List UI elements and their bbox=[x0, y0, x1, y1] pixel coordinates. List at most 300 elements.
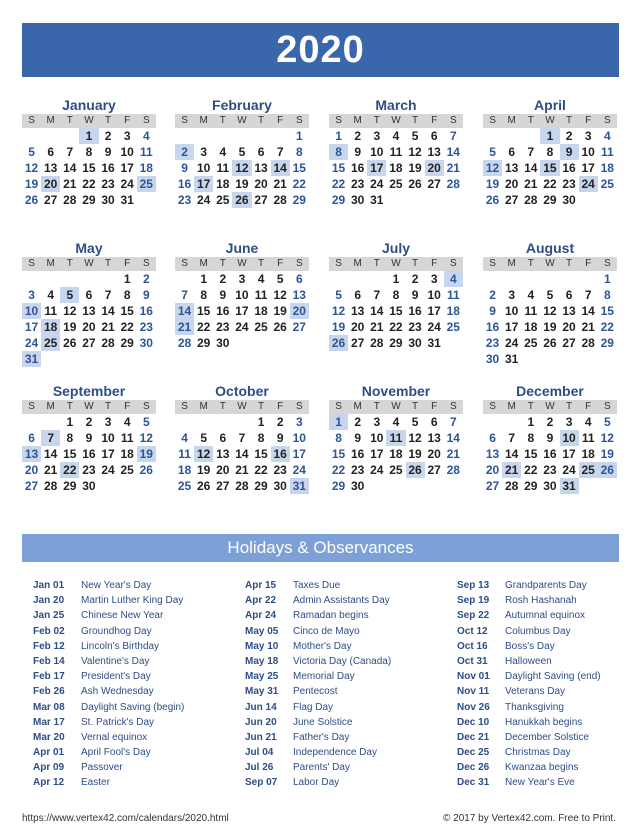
holiday-name: Admin Assistants Day bbox=[293, 595, 390, 607]
day-cell: 10 bbox=[427, 288, 441, 302]
day-cell: 22 bbox=[254, 463, 268, 477]
day-cell: 8 bbox=[123, 288, 131, 302]
holiday-name: Rosh Hashanah bbox=[505, 595, 577, 607]
day-cell: 24 bbox=[505, 336, 519, 350]
holiday-date: Nov 11 bbox=[457, 686, 490, 698]
holiday-row bbox=[33, 593, 223, 608]
day-cell: 19 bbox=[197, 463, 211, 477]
day-cell: 2 bbox=[276, 415, 284, 429]
day-cell: 20 bbox=[505, 177, 519, 191]
day-cell: 21 bbox=[101, 320, 115, 334]
day-cell: 23 bbox=[351, 177, 365, 191]
weekday-label: S bbox=[449, 401, 457, 412]
day-cell: 11 bbox=[581, 431, 595, 445]
day-cell: 6 bbox=[565, 288, 573, 302]
holiday-day-cell: 26 bbox=[232, 192, 251, 208]
day-cell: 4 bbox=[527, 288, 535, 302]
day-cell: 18 bbox=[120, 447, 134, 461]
holiday-name: Valentine's Day bbox=[81, 655, 150, 667]
holiday-row bbox=[245, 624, 435, 639]
month-name: January bbox=[62, 97, 116, 113]
day-cell: 20 bbox=[427, 447, 441, 461]
day-cell: 12 bbox=[543, 304, 557, 318]
day-cell: 19 bbox=[63, 320, 77, 334]
holiday-name: April Fool's Day bbox=[81, 747, 151, 759]
holiday-date: Dec 31 bbox=[457, 777, 490, 789]
holiday-day-cell: 19 bbox=[137, 446, 156, 462]
day-cell: 9 bbox=[489, 304, 496, 318]
day-cell: 1 bbox=[66, 415, 74, 429]
footer-copyright: © 2017 by Vertex42.com. Free to Print. bbox=[442, 813, 616, 824]
day-cell: 18 bbox=[581, 447, 595, 461]
weekday-label: S bbox=[295, 115, 303, 126]
holiday-date: Dec 21 bbox=[457, 731, 490, 743]
day-cell: 30 bbox=[351, 479, 365, 493]
day-cell: 22 bbox=[292, 177, 306, 191]
day-cell: 7 bbox=[373, 288, 381, 302]
holiday-name: Taxes Due bbox=[293, 580, 341, 591]
holiday-row bbox=[457, 775, 640, 790]
day-cell: 11 bbox=[524, 304, 538, 318]
day-cell: 14 bbox=[370, 304, 384, 318]
holiday-name: Autumnal equinox bbox=[505, 610, 586, 622]
day-cell: 2 bbox=[142, 272, 150, 286]
day-cell: 7 bbox=[508, 431, 516, 445]
holiday-date: Dec 10 bbox=[457, 716, 490, 728]
weekday-label: M bbox=[507, 115, 516, 126]
day-cell: 18 bbox=[389, 161, 403, 175]
holiday-row bbox=[457, 624, 640, 639]
day-cell: 14 bbox=[63, 161, 77, 175]
weekday-label: T bbox=[527, 115, 534, 126]
day-cell: 28 bbox=[101, 336, 115, 350]
holiday-date: Dec 26 bbox=[457, 762, 490, 774]
day-cell: 28 bbox=[235, 479, 249, 493]
weekday-label: F bbox=[124, 115, 131, 126]
day-cell: 19 bbox=[408, 161, 422, 175]
day-cell: 14 bbox=[581, 304, 595, 318]
weekday-label: T bbox=[527, 258, 534, 269]
holiday-name: Kwanzaa begins bbox=[505, 762, 579, 774]
day-cell: 29 bbox=[331, 193, 346, 207]
holiday-row bbox=[457, 639, 640, 654]
day-cell: 22 bbox=[331, 177, 346, 191]
day-cell: 11 bbox=[120, 431, 134, 445]
holiday-name: Mother's Day bbox=[293, 640, 352, 652]
holiday-name: Veterans Day bbox=[505, 686, 566, 698]
holiday-name: Martin Luther King Day bbox=[81, 595, 184, 607]
holiday-date: Feb 12 bbox=[33, 640, 65, 652]
holiday-name: Hanukkah begins bbox=[505, 716, 583, 728]
day-cell: 24 bbox=[292, 463, 306, 477]
holiday-date: Feb 26 bbox=[33, 686, 65, 698]
weekday-label: W bbox=[237, 115, 247, 126]
day-cell: 20 bbox=[485, 463, 500, 477]
holiday-date: Jun 21 bbox=[245, 731, 277, 743]
day-cell: 15 bbox=[254, 447, 268, 461]
day-cell: 3 bbox=[28, 288, 35, 302]
weekday-label: S bbox=[489, 258, 496, 269]
weekday-label: T bbox=[373, 258, 380, 269]
day-cell: 24 bbox=[562, 463, 576, 477]
day-cell: 30 bbox=[408, 336, 422, 350]
day-cell: 11 bbox=[389, 145, 403, 159]
year-title: 2020 bbox=[22, 23, 619, 77]
day-cell: 4 bbox=[181, 431, 188, 445]
month-name: September bbox=[52, 383, 126, 399]
weekday-label: F bbox=[277, 258, 284, 269]
day-cell: 28 bbox=[505, 479, 519, 493]
day-cell: 15 bbox=[389, 304, 403, 318]
day-cell: 18 bbox=[216, 177, 230, 191]
holiday-column bbox=[457, 578, 640, 791]
day-cell: 10 bbox=[505, 304, 519, 318]
weekday-label: S bbox=[28, 258, 35, 269]
holiday-day-cell: 14 bbox=[271, 160, 290, 176]
holiday-row bbox=[33, 654, 223, 669]
day-cell: 8 bbox=[85, 145, 93, 159]
day-cell: 6 bbox=[257, 145, 265, 159]
holiday-date: May 05 bbox=[245, 625, 279, 637]
weekday-label: S bbox=[489, 115, 496, 126]
holiday-name: Labor Day bbox=[293, 777, 340, 789]
day-cell: 6 bbox=[295, 272, 303, 286]
holiday-name: December Solstice bbox=[505, 731, 589, 743]
day-cell: 16 bbox=[82, 447, 96, 461]
day-cell: 13 bbox=[216, 447, 230, 461]
weekday-label: W bbox=[84, 401, 94, 412]
holiday-row bbox=[245, 715, 435, 730]
holidays-heading: Holidays & Observances bbox=[22, 534, 619, 562]
day-cell: 7 bbox=[449, 415, 457, 429]
day-cell: 21 bbox=[581, 320, 595, 334]
day-cell: 28 bbox=[446, 463, 460, 477]
day-cell: 19 bbox=[235, 177, 249, 191]
day-cell: 22 bbox=[120, 320, 134, 334]
day-cell: 6 bbox=[508, 145, 516, 159]
day-cell: 23 bbox=[562, 177, 576, 191]
holiday-row bbox=[33, 745, 223, 760]
day-cell: 12 bbox=[331, 304, 346, 318]
day-cell: 29 bbox=[543, 193, 557, 207]
weekday-label: F bbox=[431, 115, 438, 126]
day-cell: 29 bbox=[82, 193, 96, 207]
day-cell: 28 bbox=[273, 193, 287, 207]
day-cell: 21 bbox=[235, 463, 249, 477]
holiday-day-cell: 1 bbox=[329, 414, 348, 430]
holiday-row bbox=[457, 608, 640, 623]
holiday-row bbox=[245, 730, 435, 745]
day-cell: 26 bbox=[273, 320, 287, 334]
day-cell: 25 bbox=[254, 320, 268, 334]
day-cell: 31 bbox=[505, 352, 519, 366]
day-cell: 3 bbox=[373, 129, 381, 143]
day-cell: 17 bbox=[581, 161, 595, 175]
day-cell: 27 bbox=[254, 193, 268, 207]
day-cell: 4 bbox=[142, 129, 150, 143]
day-cell: 27 bbox=[44, 193, 58, 207]
day-cell: 15 bbox=[331, 447, 346, 461]
day-cell: 27 bbox=[351, 336, 365, 350]
day-cell: 3 bbox=[295, 415, 303, 429]
weekday-label: T bbox=[258, 115, 265, 126]
day-cell: 27 bbox=[82, 336, 96, 350]
footer-url[interactable]: https://www.vertex42.com/calendars/2020.html bbox=[22, 813, 229, 824]
day-cell: 28 bbox=[44, 479, 58, 493]
weekday-label: S bbox=[142, 258, 150, 269]
holiday-name: Halloween bbox=[505, 655, 552, 667]
day-cell: 15 bbox=[82, 161, 96, 175]
day-cell: 21 bbox=[524, 177, 538, 191]
day-cell: 3 bbox=[584, 129, 592, 143]
weekday-label: T bbox=[219, 401, 226, 412]
weekday-label: F bbox=[585, 258, 592, 269]
month-name: February bbox=[212, 97, 272, 113]
holiday-name: Independence Day bbox=[293, 747, 377, 759]
day-cell: 6 bbox=[219, 431, 227, 445]
day-cell: 16 bbox=[177, 177, 192, 191]
day-cell: 24 bbox=[120, 177, 134, 191]
day-cell: 27 bbox=[427, 463, 441, 477]
day-cell: 13 bbox=[351, 304, 365, 318]
day-cell: 3 bbox=[104, 415, 112, 429]
holiday-date: Mar 08 bbox=[33, 701, 65, 713]
day-cell: 2 bbox=[411, 272, 419, 286]
day-cell: 3 bbox=[123, 129, 131, 143]
day-cell: 24 bbox=[101, 463, 115, 477]
holiday-name: Ash Wednesday bbox=[81, 686, 154, 698]
weekday-label: M bbox=[353, 401, 362, 412]
day-cell: 6 bbox=[430, 129, 438, 143]
holiday-name: Chinese New Year bbox=[81, 610, 164, 622]
holiday-date: Sep 13 bbox=[457, 580, 490, 591]
holiday-day-cell: 2 bbox=[175, 144, 194, 160]
holiday-day-cell: 15 bbox=[540, 160, 559, 176]
day-cell: 17 bbox=[120, 161, 134, 175]
day-cell: 1 bbox=[257, 415, 265, 429]
weekday-label: T bbox=[66, 258, 73, 269]
day-cell: 17 bbox=[101, 447, 115, 461]
holiday-name: Flag Day bbox=[293, 701, 334, 713]
day-cell: 10 bbox=[370, 145, 384, 159]
day-cell: 14 bbox=[505, 447, 519, 461]
holiday-day-cell: 12 bbox=[232, 160, 251, 176]
day-cell: 1 bbox=[295, 129, 303, 143]
day-cell: 19 bbox=[273, 304, 287, 318]
day-cell: 14 bbox=[44, 447, 58, 461]
day-cell: 8 bbox=[335, 431, 342, 445]
day-cell: 17 bbox=[235, 304, 249, 318]
day-cell: 21 bbox=[370, 320, 384, 334]
day-cell: 25 bbox=[446, 320, 460, 334]
day-cell: 16 bbox=[216, 304, 230, 318]
holiday-date: Mar 20 bbox=[33, 731, 65, 743]
weekday-label: M bbox=[507, 401, 516, 412]
holiday-name: Ramadan begins bbox=[293, 610, 369, 622]
day-cell: 23 bbox=[485, 336, 500, 350]
day-cell: 13 bbox=[505, 161, 519, 175]
day-cell: 12 bbox=[408, 431, 422, 445]
day-cell: 3 bbox=[508, 288, 516, 302]
holiday-date: Feb 02 bbox=[33, 625, 65, 637]
holiday-row bbox=[457, 730, 640, 745]
day-cell: 15 bbox=[63, 447, 77, 461]
weekday-label: S bbox=[335, 401, 342, 412]
holiday-row bbox=[33, 730, 223, 745]
day-cell: 22 bbox=[543, 177, 557, 191]
holiday-name: Easter bbox=[81, 777, 110, 789]
weekday-label: S bbox=[142, 115, 150, 126]
weekday-label: T bbox=[105, 115, 112, 126]
holiday-day-cell: 11 bbox=[386, 430, 405, 446]
holiday-date: Apr 12 bbox=[33, 777, 65, 789]
holiday-name: Daylight Saving (end) bbox=[505, 671, 601, 683]
day-cell: 22 bbox=[600, 320, 614, 334]
holiday-row bbox=[245, 745, 435, 760]
weekday-label: T bbox=[412, 115, 419, 126]
holiday-date: Sep 19 bbox=[457, 595, 490, 607]
day-cell: 30 bbox=[273, 479, 287, 493]
holiday-row bbox=[245, 669, 435, 684]
holiday-date: Apr 01 bbox=[33, 747, 65, 759]
day-cell: 2 bbox=[565, 129, 573, 143]
day-cell: 12 bbox=[139, 431, 153, 445]
day-cell: 16 bbox=[543, 447, 557, 461]
day-cell: 19 bbox=[600, 447, 614, 461]
holiday-column bbox=[245, 578, 435, 791]
holiday-date: Apr 09 bbox=[33, 762, 65, 774]
holiday-day-cell: 20 bbox=[290, 303, 309, 319]
day-cell: 3 bbox=[565, 415, 573, 429]
holiday-date: May 18 bbox=[245, 655, 279, 667]
day-cell: 15 bbox=[292, 161, 306, 175]
holiday-row bbox=[245, 684, 435, 699]
day-cell: 15 bbox=[524, 447, 538, 461]
day-cell: 6 bbox=[430, 415, 438, 429]
weekday-label: S bbox=[295, 258, 303, 269]
day-cell: 1 bbox=[335, 129, 342, 143]
holiday-day-cell: 17 bbox=[194, 176, 213, 192]
weekday-label: S bbox=[603, 115, 611, 126]
weekday-label: S bbox=[335, 115, 342, 126]
day-cell: 17 bbox=[427, 304, 441, 318]
day-cell: 9 bbox=[104, 145, 112, 159]
holiday-row bbox=[33, 700, 223, 715]
day-cell: 30 bbox=[485, 352, 500, 366]
weekday-label: W bbox=[545, 115, 555, 126]
day-cell: 24 bbox=[370, 463, 384, 477]
weekday-label: T bbox=[258, 401, 265, 412]
holiday-day-cell: 31 bbox=[290, 478, 309, 494]
day-cell: 7 bbox=[527, 145, 535, 159]
day-cell: 28 bbox=[63, 193, 77, 207]
day-cell: 10 bbox=[292, 431, 306, 445]
day-cell: 17 bbox=[562, 447, 576, 461]
day-cell: 15 bbox=[197, 304, 211, 318]
holiday-row bbox=[33, 669, 223, 684]
day-cell: 23 bbox=[408, 320, 422, 334]
weekday-label: W bbox=[545, 258, 555, 269]
day-cell: 18 bbox=[254, 304, 268, 318]
weekday-label: M bbox=[46, 258, 55, 269]
day-cell: 20 bbox=[562, 320, 576, 334]
day-cell: 3 bbox=[430, 272, 438, 286]
day-cell: 27 bbox=[216, 479, 230, 493]
day-cell: 27 bbox=[562, 336, 576, 350]
weekday-label: S bbox=[181, 258, 188, 269]
holiday-day-cell: 20 bbox=[425, 160, 444, 176]
day-cell: 25 bbox=[524, 336, 538, 350]
holiday-row bbox=[245, 593, 435, 608]
day-cell: 10 bbox=[581, 145, 595, 159]
holiday-date: Jan 01 bbox=[33, 580, 65, 591]
day-cell: 1 bbox=[200, 272, 208, 286]
day-cell: 22 bbox=[524, 463, 538, 477]
day-cell: 6 bbox=[489, 431, 496, 445]
holiday-row bbox=[33, 639, 223, 654]
day-cell: 12 bbox=[24, 161, 39, 175]
day-cell: 1 bbox=[392, 272, 400, 286]
holiday-day-cell: 26 bbox=[598, 462, 617, 478]
holiday-day-cell: 31 bbox=[560, 478, 579, 494]
day-cell: 26 bbox=[408, 177, 422, 191]
day-cell: 27 bbox=[485, 479, 500, 493]
day-cell: 12 bbox=[63, 304, 77, 318]
day-cell: 29 bbox=[600, 336, 614, 350]
day-cell: 13 bbox=[82, 304, 96, 318]
day-cell: 11 bbox=[178, 447, 191, 461]
holiday-day-cell: 31 bbox=[22, 351, 41, 367]
day-cell: 16 bbox=[485, 320, 500, 334]
holiday-day-cell: 26 bbox=[406, 462, 425, 478]
holiday-date: Nov 26 bbox=[457, 701, 490, 713]
day-cell: 18 bbox=[177, 463, 192, 477]
weekday-label: S bbox=[181, 401, 188, 412]
weekday-label: T bbox=[258, 258, 265, 269]
day-cell: 5 bbox=[489, 145, 496, 159]
day-cell: 31 bbox=[120, 193, 134, 207]
holiday-row bbox=[457, 700, 640, 715]
holiday-date: Jan 25 bbox=[33, 610, 65, 622]
month-name: June bbox=[225, 240, 259, 256]
holiday-day-cell: 8 bbox=[329, 144, 348, 160]
holiday-name: Vernal equinox bbox=[81, 731, 148, 743]
holiday-day-cell: 26 bbox=[329, 335, 348, 351]
day-cell: 21 bbox=[63, 177, 77, 191]
day-cell: 10 bbox=[120, 145, 134, 159]
weekday-label: F bbox=[585, 115, 592, 126]
day-cell: 18 bbox=[389, 447, 403, 461]
day-cell: 29 bbox=[524, 479, 538, 493]
day-cell: 14 bbox=[446, 145, 460, 159]
holiday-name: Passover bbox=[81, 762, 123, 774]
weekday-label: F bbox=[124, 258, 131, 269]
holiday-day-cell: 20 bbox=[41, 176, 60, 192]
day-cell: 29 bbox=[331, 479, 346, 493]
day-cell: 9 bbox=[219, 288, 227, 302]
weekday-label: W bbox=[391, 401, 401, 412]
day-cell: 5 bbox=[603, 415, 611, 429]
holiday-date: Oct 31 bbox=[457, 655, 488, 667]
weekday-label: F bbox=[277, 115, 284, 126]
day-cell: 30 bbox=[101, 193, 115, 207]
day-cell: 7 bbox=[449, 129, 457, 143]
day-cell: 12 bbox=[273, 288, 287, 302]
day-cell: 2 bbox=[219, 272, 227, 286]
day-cell: 20 bbox=[24, 463, 39, 477]
day-cell: 26 bbox=[485, 193, 500, 207]
day-cell: 16 bbox=[351, 447, 365, 461]
